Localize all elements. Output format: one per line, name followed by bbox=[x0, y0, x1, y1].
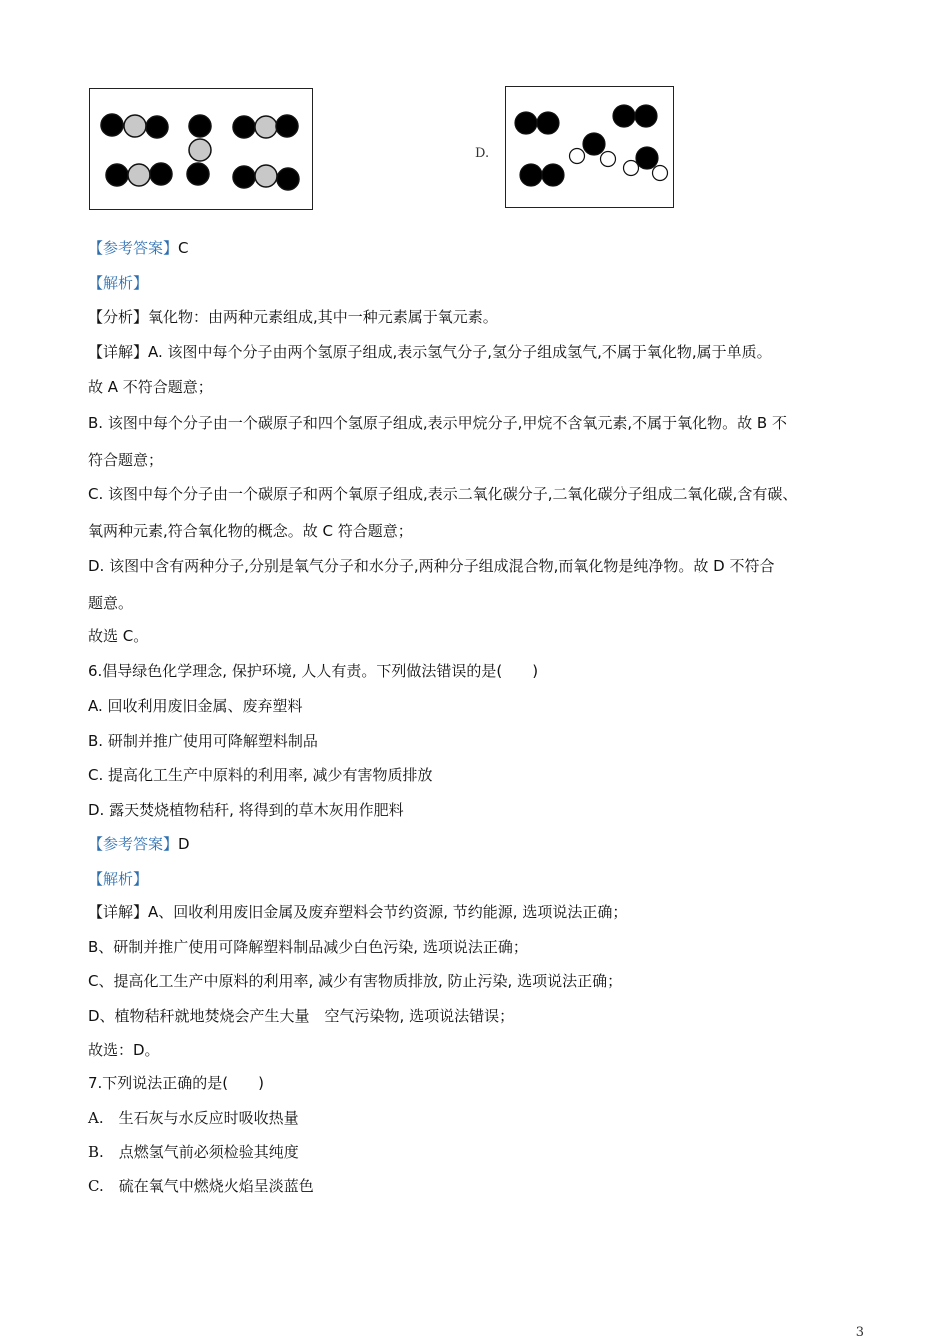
q5-line-2: 【详解】A. 该图中每个分子由两个氢原子组成,表示氢气分子,氢分子组成氢气,不属于氧化物,属于单质。 bbox=[88, 343, 772, 361]
q6-option-c: C. 提高化工生产中原料的利用率, 减少有害物质排放 bbox=[88, 766, 433, 784]
q5-line-10: 故选 C。 bbox=[88, 627, 149, 645]
q5-analysis-label: 【解析】 bbox=[88, 274, 149, 292]
q6-line-1: 【详解】A、回收利用废旧金属及废弃塑料会节约资源, 节约能源, 选项说法正确； bbox=[88, 903, 628, 921]
q5-line-3: 故 A 不符合题意； bbox=[88, 378, 213, 396]
q5-line-5: 符合题意； bbox=[88, 451, 164, 469]
q6-option-b: B. 研制并推广使用可降解塑料制品 bbox=[88, 732, 318, 750]
answer-value: D bbox=[178, 835, 190, 853]
figure-d-molecules bbox=[505, 86, 674, 208]
q6-option-d: D. 露天焚烧植物秸秆, 将得到的草木灰用作肥料 bbox=[88, 801, 404, 819]
q6-stem: 6.倡导绿色化学理念, 保护环境, 人人有责。下列做法错误的是( ) bbox=[88, 662, 539, 680]
q7-option-c: C. 硫在氧气中燃烧火焰呈淡蓝色 bbox=[88, 1177, 314, 1195]
q5-line-4: B. 该图中每个分子由一个碳原子和四个氢原子组成,表示甲烷分子,甲烷不含氧元素,不属于氧化物。故 B 不 bbox=[88, 414, 787, 432]
q5-line-1: 【分析】氧化物：由两种元素组成,其中一种元素属于氧元素。 bbox=[88, 308, 498, 326]
figure-c-molecules bbox=[89, 88, 313, 210]
q6-line-2: B、研制并推广使用可降解塑料制品减少白色污染, 选项说法正确； bbox=[88, 938, 528, 956]
q6-option-a: A. 回收利用废旧金属、废弃塑料 bbox=[88, 697, 303, 715]
q5-line-8: D. 该图中含有两种分子,分别是氧气分子和水分子,两种分子组成混合物,而氧化物是纯净物。故 D 不符合 bbox=[88, 557, 775, 575]
q5-answer bbox=[88, 238, 189, 258]
q6-line-3: C、提高化工生产中原料的利用率, 减少有害物质排放, 防止污染, 选项说法正确； bbox=[88, 972, 623, 990]
page-number: 3 bbox=[855, 1325, 864, 1340]
q6-line-4: D、植物秸秆就地焚烧会产生大量 空气污染物, 选项说法错误； bbox=[88, 1007, 515, 1025]
q5-line-7: 氧两种元素,符合氧化物的概念。故 C 符合题意； bbox=[88, 522, 413, 540]
q7-stem: 7.下列说法正确的是( ) bbox=[88, 1074, 265, 1092]
answer-label: 【参考答案】 bbox=[88, 835, 179, 853]
answer-label: 【参考答案】 bbox=[88, 239, 179, 257]
q7-option-b: B. 点燃氢气前必须检验其纯度 bbox=[88, 1143, 299, 1161]
answer-value: C bbox=[178, 239, 189, 257]
figure-d-label: D. bbox=[475, 146, 490, 161]
q5-line-9: 题意。 bbox=[88, 594, 134, 612]
q6-line-5: 故选：D。 bbox=[88, 1041, 160, 1059]
q5-line-6: C. 该图中每个分子由一个碳原子和两个氧原子组成,表示二氧化碳分子,二氧化碳分子组成二氧化碳,含有碳、 bbox=[88, 485, 798, 503]
q6-analysis-label: 【解析】 bbox=[88, 870, 149, 888]
q7-option-a: A. 生石灰与水反应时吸收热量 bbox=[88, 1109, 299, 1127]
q6-answer bbox=[88, 834, 190, 854]
